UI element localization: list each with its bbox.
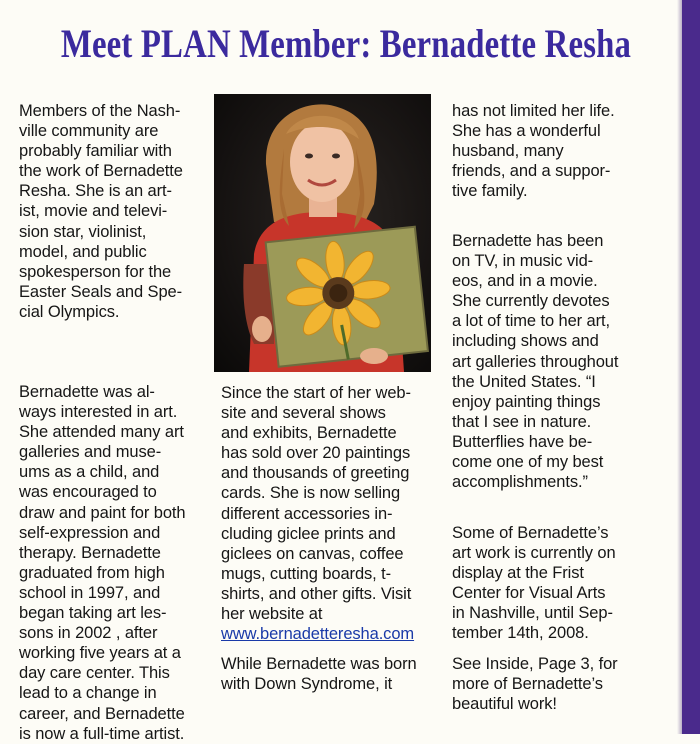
text-line: She attended many art — [19, 423, 184, 442]
text-line: day care center. This — [19, 664, 170, 683]
col1-paragraph-2 — [19, 382, 185, 744]
text-line: and thousands of greeting — [221, 464, 410, 483]
text-line: ville community are — [19, 122, 159, 141]
text-line: Resha. She is an art- — [19, 182, 172, 201]
text-line: Butterflies have be- — [452, 432, 593, 451]
col2-paragraph-1 — [221, 383, 414, 644]
text-line: Members of the Nash- — [19, 102, 181, 120]
text-line: including shows and — [452, 332, 599, 351]
text-line: friends, and a suppor- — [452, 162, 611, 181]
text-line: draw and paint for both — [19, 503, 186, 522]
text-line: ums as a child, and — [19, 463, 160, 482]
text-line: Since the start of her web- — [221, 384, 411, 402]
article-title: Meet PLAN Member: Bernadette Resha — [60, 21, 632, 66]
text-line: Easter Seals and Spe- — [19, 282, 182, 301]
text-line: Bernadette was al- — [19, 383, 155, 401]
text-line: probably familiar with — [19, 142, 172, 161]
col3-paragraph-3 — [452, 523, 616, 644]
col3-paragraph-4 — [452, 654, 618, 714]
text-line: cluding giclee prints and — [221, 524, 396, 543]
text-line: the United States. “I — [452, 372, 596, 391]
text-line: shirts, and other gifts. Visit — [221, 584, 412, 603]
text-line: eos, and in a movie. — [452, 272, 598, 291]
col3-paragraph-1 — [452, 101, 615, 201]
text-line: is now a full-time artist. — [19, 724, 185, 743]
text-line: ist, movie and televi- — [19, 202, 168, 221]
text-line: mugs, cutting boards, t- — [221, 564, 392, 583]
text-line: tive family. — [452, 182, 528, 201]
col2-paragraph-2 — [221, 654, 417, 694]
text-line: on TV, in music vid- — [452, 252, 594, 271]
text-line: her website at — [221, 605, 323, 624]
website-link[interactable]: www.bernadetteresha.com — [221, 625, 415, 644]
text-line: career, and Bernadette — [19, 704, 185, 723]
text-line: accomplishments.” — [452, 473, 588, 492]
text-line: tember 14th, 2008. — [452, 624, 589, 643]
photo-illustration — [214, 94, 431, 372]
text-line: cards. She is now selling — [221, 484, 401, 503]
text-line: spokesperson for the — [19, 262, 172, 281]
text-line: See Inside, Page 3, for — [452, 655, 618, 673]
text-line: art galleries throughout — [452, 352, 619, 371]
text-line: giclees on canvas, coffee — [221, 544, 404, 563]
col2-paragraph-1-text — [221, 383, 414, 624]
text-line: a lot of time to her art, — [452, 312, 610, 331]
bernadette-photo — [214, 94, 431, 372]
text-line: cial Olympics. — [19, 302, 120, 321]
text-line: with Down Syndrome, it — [221, 675, 393, 694]
text-line: different accessories in- — [221, 504, 393, 523]
text-line: school in 1997, and — [19, 583, 161, 602]
text-line: Some of Bernadette’s — [452, 524, 609, 542]
text-line: lead to a change in — [19, 684, 157, 703]
text-line: Center for Visual Arts — [452, 584, 606, 603]
text-line: galleries and muse- — [19, 443, 162, 462]
col1-paragraph-1 — [19, 101, 183, 322]
text-line: and exhibits, Bernadette — [221, 424, 397, 443]
text-line: sons in 2002 , after — [19, 624, 158, 643]
text-line: display at the Frist — [452, 564, 584, 583]
text-line: in Nashville, until Sep- — [452, 604, 613, 623]
text-line: has not limited her life. — [452, 102, 615, 120]
text-line: graduated from high — [19, 563, 165, 582]
text-line: art work is currently on — [452, 544, 616, 563]
text-line: sion star, violinist, — [19, 222, 147, 241]
text-line: model, and public — [19, 242, 147, 261]
text-line: ways interested in art. — [19, 403, 178, 422]
page-edge — [682, 0, 700, 734]
text-line: was encouraged to — [19, 483, 157, 502]
text-line: more of Bernadette’s — [452, 675, 603, 694]
text-line: While Bernadette was born — [221, 655, 417, 673]
text-line: come one of my best — [452, 453, 604, 472]
text-line: site and several shows — [221, 404, 386, 423]
text-line: the work of Bernadette — [19, 162, 183, 181]
text-line: has sold over 20 paintings — [221, 444, 411, 463]
text-line: beautiful work! — [452, 695, 557, 714]
col3-paragraph-2 — [452, 231, 618, 492]
text-line: began taking art les- — [19, 604, 167, 623]
page-edge-shadow — [677, 0, 682, 734]
text-line: husband, many — [452, 142, 564, 161]
text-line: that I see in nature. — [452, 412, 592, 431]
text-line: She currently devotes — [452, 292, 610, 311]
text-line: enjoy painting things — [452, 392, 601, 411]
text-line: therapy. Bernadette — [19, 543, 161, 562]
text-line: self-expression and — [19, 523, 161, 542]
text-line: She has a wonderful — [452, 122, 601, 141]
text-line: Bernadette has been — [452, 232, 604, 250]
text-line: working five years at a — [19, 644, 181, 663]
